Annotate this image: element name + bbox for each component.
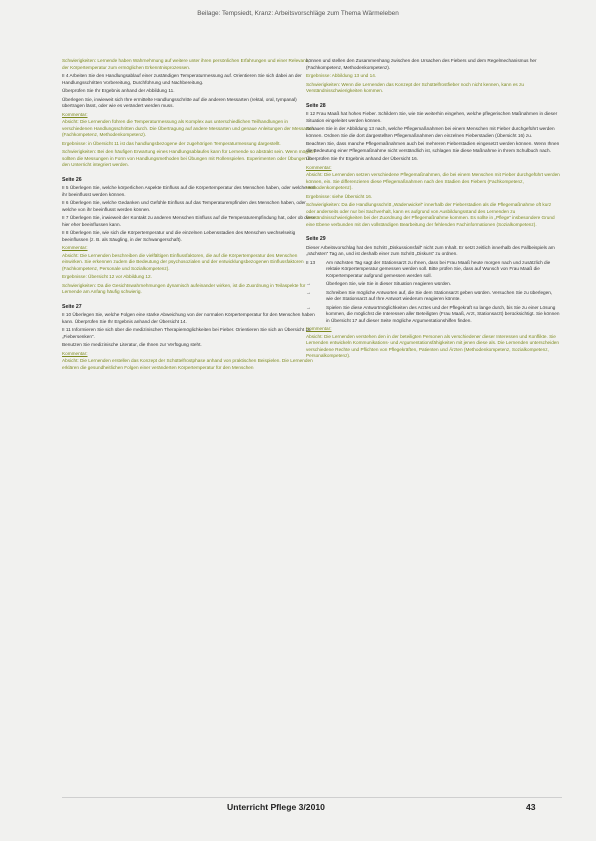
page-number: 43 [526,802,536,812]
bullet-item [306,281,560,288]
paragraph: Überprüfen Sie Ihr Ergebnis anhand der Übersicht 16. [306,156,419,161]
bullet-text: Schreiben Sie mögliche Antworten auf, die Sie dem Stationsarzt geben würden. Versuchen Sie zu überlegen, wie der Stationsarzt auf Ihre Antwort wiederum reagieren könnte. [326,289,553,301]
comment-paragraph: Ergebnisse: in Übersicht 11 ist das handlungsbezogene der zugehörigen Temperaturmessung dargestellt. [62,140,281,146]
paragraph: können und stellen den Zusammenhang zwischen den Ursachen des Fiebers und dem Regelmechanismus her (Fachkompetenz, Methodenkompetenz). [306,58,537,70]
comment-heading: Kommentar: [306,326,332,331]
paragraph: Überprüfen Sie Ihr Ergebnis anhand der Abbildung 11. [62,88,175,93]
section-heading: Seite 27 [62,303,82,310]
section-heading: Seite 28 [306,102,326,109]
bullet-marker: II 13 [306,259,316,265]
bullet-item [306,305,560,325]
comment-paragraph: Schwierigkeiten: Bei den häufigen Erwartung eines Handlungsablaufes kann für Lernende so abstrakt sein. Wenn möglich sollten die Messungen in Form von Handlungsmethoden bei Übungen mit Rollenspielen. Experimenten oder Übungen in den Unterricht integriert werden. [62,149,315,167]
paragraph: Beachten Sie, dass manche Pflegemaßnahmen auch bei mehreren Fieberstadien eingesetzt werden können. Wenn Ihnen die Bedeutung einer Pflegemaßnahme nicht verständlich ist, schlagen Sie diese Maßnahme in Ihrem Schulbuch nach. [306,141,560,153]
paragraph: II 6 Überlegen Sie, welche Gedanken und Gefühle Einfluss auf das Temperaturempfinden des Menschen haben, oder welche von ihr beeinflusst werden können. [62,200,306,212]
page-header: Beilage: Tempsiedt, Kranz: Arbeitsvorschläge zum Thema Wärmeleben [197,10,399,17]
paragraph: Überlegen Sie, inwieweit sich Ihre ermittelte Handlungsschritte auf die anderen Messarten (rektal, oral, tympanal) übertragen lässt, oder wie es verändert werden muss. [62,96,297,108]
paragraph: II 12 Frau Maaß hat hohes Fieber. Schildern Sie, wie Sie weiterhin eingehen, welche pflegerischen Maßnahmen in dieser Situation eingeleitet werden können. [306,111,558,123]
bullet-marker: → [306,281,311,286]
comment-heading: Kommentar: [306,164,332,170]
comment-paragraph: Ergebnisse: Abbildung 13 und 14. [306,73,377,78]
page-footer [62,797,562,810]
section-heading: Seite 26 [62,176,82,183]
paragraph: II 11 Informieren Sie sich über die medizinischen Therapiemöglichkeiten bei Fieber. Orientieren Sie sich an Übersicht 15 „Fiebersenken“. [62,327,311,339]
paragraph: II 4 Arbeiten Sie den Handlungsablauf einer zuständigen Temperaturmessung auf. Orientieren Sie sich dabei an der Handlungsschritten Vorbereitung, Durchführung und Nachbereitung. [62,73,302,85]
journal-title: Unterricht Pflege 3/2010 [227,802,325,812]
comment-paragraph: Absicht: Die Lernenden setzen verschiedene Pflegemaßnahmen, die bei einem Menschen mit Fieber durchgeführt werden können, ein. Sie differenzieren diese Pflegemaßnahmen nach den Stadien des Fiebers (Fachkompetenz, Methodenkompetenz). [306,172,560,190]
right-column [306,58,560,362]
comment-paragraph: Absicht: Die Lernenden erstellen das Konzept der Schüttelfrostphase anhand von praktischen Beispielen. Die Lernenden erklären die gesundheitlichen Folgen einer veränderten Körpertemperatur für den Menschen [62,358,313,370]
comment-heading: Kommentar: [62,111,88,117]
comment-paragraph: Ergebnisse: Übersicht 12 vor Abbildung 12. [62,274,152,279]
comment-paragraph: Absicht: Die Lernenden führen die Temperaturmessung als Komplex aus unterschiedlichen Teilhandlungen in verschiedenen Handlungsschritten durch. Die Übertragung auf andere Messarten und genaue Anleitungen der Messarten (Fachkompetenz, Methodenkompetenz). [62,119,314,137]
paragraph: II 7 Überlegen Sie, inwieweit der Kontakt zu anderen Menschen Einfluss auf die Temperaturempfindung hat, oder ob diese hier eher beeinflussen kann. [62,215,316,227]
bullet-text: Am nächsten Tag sagt der Stationsarzt zu Ihnen, dass bei Frau Maaß heute morgen nach und zusätzlich die rektale Körpertemperatur gemessen werden soll. Bitte prüfen Sie, dass auf Wunsch von Frau Maaß die Körpertemperatur aufgrund gemessen werden soll. [326,259,551,278]
left-column [62,58,316,373]
comment-paragraph: Schwierigkeiten: Da die Gesichtswahrnehmungen dynamisch aufeinander wirken, ist die Zuordnung in Teilaspekte für Lernende am Anfang häufig schwierig. [62,282,306,294]
bullet-text: Überlegen Sie, wie Sie in dieser Situation reagieren würden. [326,281,452,286]
bullet-item [306,290,560,303]
paragraph: II 10 Überlegen Sie, welche Folgen eine starke Abweichung von der normalen Körpertemperatur für den Menschen haben kann. Überprüfen Sie Ihr Ergebnis anhand der Übersicht 14. [62,312,315,324]
comment-heading: Kommentar: [62,245,88,250]
comment-paragraph: Absicht: Die Lernenden verstehen den in der beteiligten Personen als verschiedener dieser Interessen und Konflikte. Sie Lernenden entwickeln Kommunikations- und Argumentationsfähigkeiten mit jenen diese als. Die Lernenden unterscheiden verschiedene Rechte und Pflichten von Pflegekräften, Patienten und Ärzten (Methodenkompetenz, Sozialkompetenz, Personalkompetenz). [306,333,560,358]
comment-paragraph: Schwierigkeiten: Wenn die Lernenden das Konzept der Schüttelfrostfieber noch nicht kennen, kann es zu Verständnisschwierigkeiten kommen. [306,81,525,93]
comment-heading: Kommentar: [62,350,88,356]
paragraph: Schauen Sie in der Abbildung 13 nach, welche Pflegemaßnahmen bei einem Menschen mit Fieber durchgeführt werden können. Ordnen Sie die dort dargestellten Pflegemaßnahmen den einzelnen Fieberstadien (Übersicht 16) zu. [306,126,555,138]
paragraph: II 5 Überlegen Sie, welche körperlichen Aspekte Einfluss auf die Körpertemperatur des Menschen haben, oder welche von ihr beeinflusst werden können. [62,185,316,197]
paragraph: Benutzen Sie medizinische Literatur, die Ihnen zur Verfügung steht. [62,342,202,347]
bullet-marker: → [306,304,311,310]
section-heading: Seite 29 [306,236,326,242]
bullet-item [306,260,560,280]
bullet-marker: → [306,289,311,295]
comment-paragraph: Ergebnisse: siehe Übersicht 16. [306,193,373,199]
paragraph: II 8 Überlegen Sie, wie sich die Körpertemperatur und die einzelnen Lebensstadien des Menschen wechselseitig beeinflussen (z. B. als Säugling, in der Schwangerschaft). [62,230,296,242]
bullet-text: Spielen Sie diese Antwortmöglichkeiten des Arztes und der Pflegekraft so lange durch, bis Sie zu einer Lösung kommen, die möglichst die Interessen aller Beteiligten (Frau Maaß, Arzt, Stationsarzt) berücksichtigt. Sie können in Übersicht 17 auf dieser Seite mögliche Argumentationshilfen finden. [326,304,560,323]
comment-paragraph: Absicht: Die Lernenden beschreiben die vielfältigen Einflussfaktoren, die auf die Körpertemperatur des Menschen einwirken. Sie erkennen zudem die Bedeutung der psychosozialen und der entwicklungsbezogenen Einflussfaktoren (Fachkompetenz, Personale und Sozialkompetenz). [62,252,304,271]
comment-paragraph: Schwierigkeiten: Da die Handlungsschritt „Wadenwickel“ innerhalb der Fieberstadien als die Pflegemaßnahme oft kurz oder anderseits oder nur bei Sachverhalt, kann es aufgrund von Ausbildungsstand des Lernenden zu Verständnisschwierigkeiten bei der Zuordnung der Pflegemaßnahme kommen. Es sollte in „Pflege“ insbesondere Grund eine Ebene verbunden mit den vollständigen Bearbeitung der fehlenden Fachinformationen (Sozialkompetenz). [306,202,555,227]
comment-paragraph: Schwierigkeiten: Lernende haben Wahrnehmung auf weitere unter ihren persönlichen Erfahrungen und einer Relevanz, der Körpertemperatur zum ermöglichen Erkenntnisprozessen. [62,58,310,70]
paragraph: Dieser Arbeitsvorschlag hat den Schritt „Diskussionsfall“ nicht zum Inhalt. Er setzt zeitlich innerhalb des Fallbeispiels am „nächsten“ Tag an, und ist deshalb einer zum Schritt „Diskurs“ zu ordnen. [306,244,555,256]
